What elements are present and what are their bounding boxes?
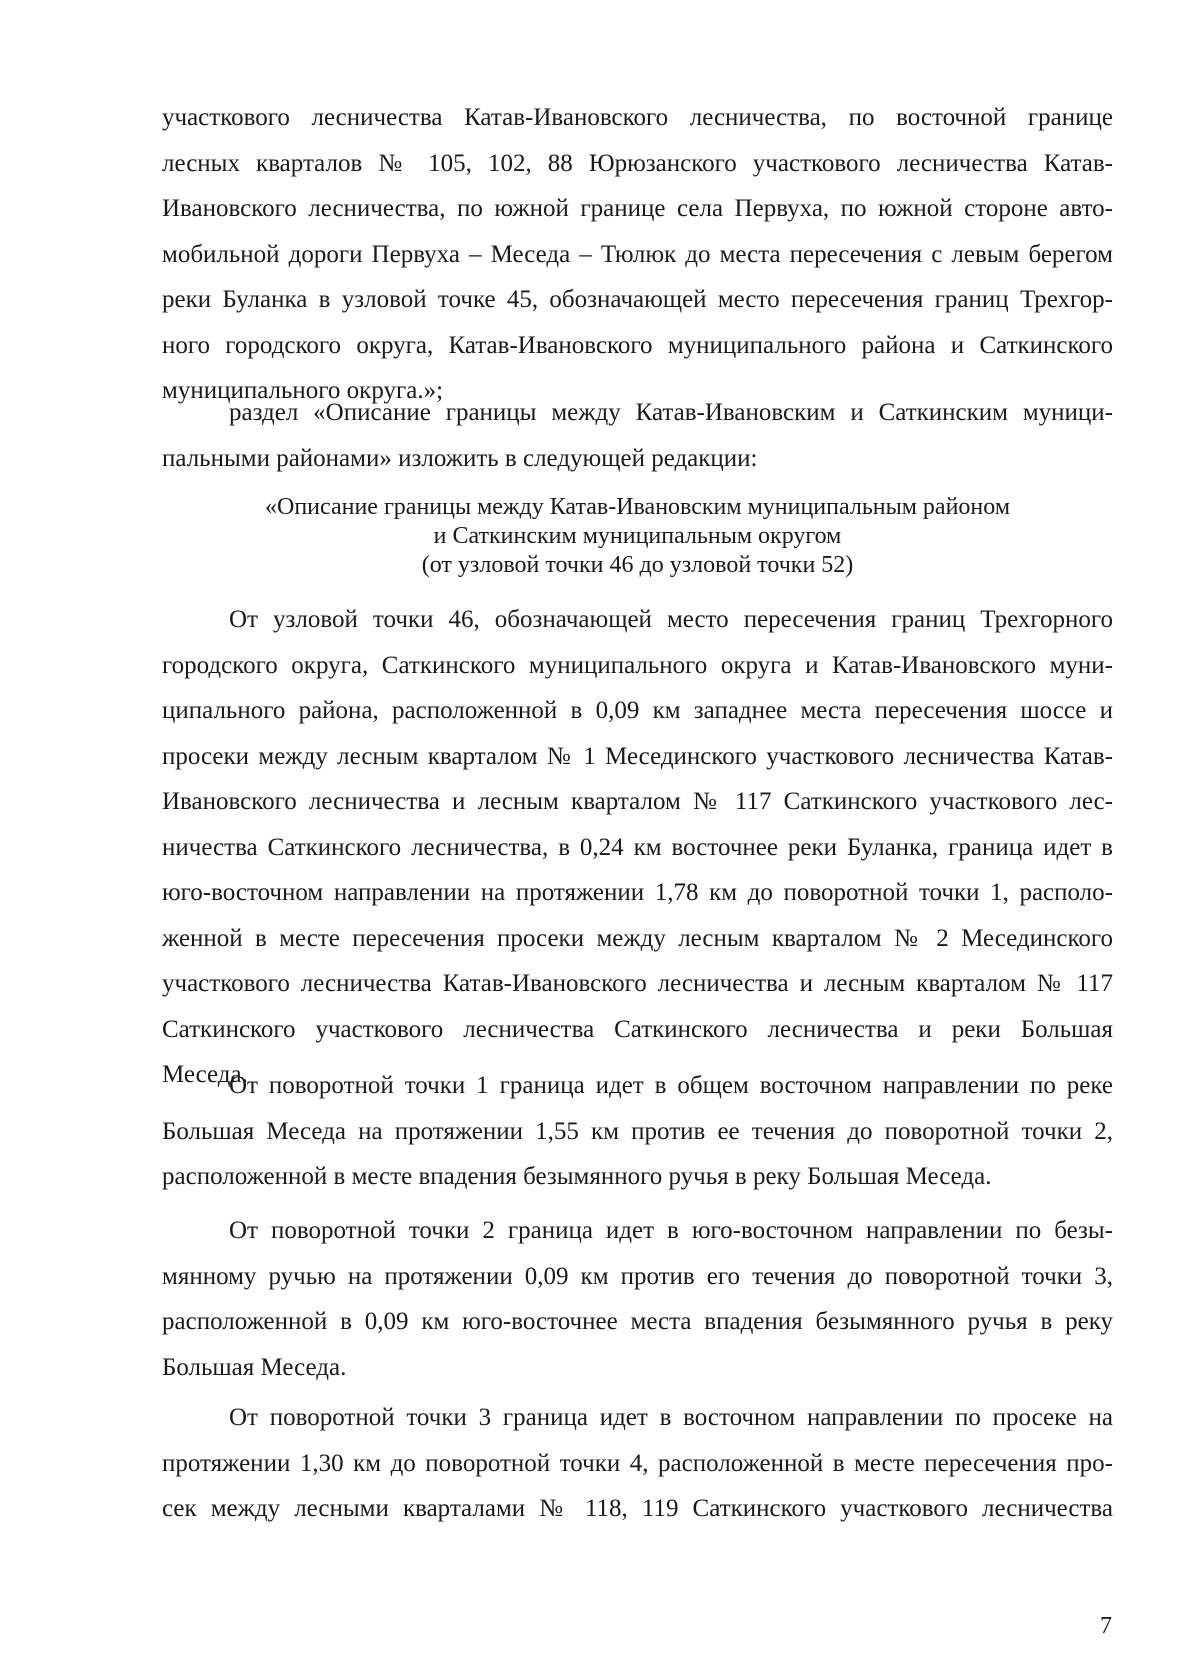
text-line: Саткинского участкового лесничества Саткинского лесничества и реки Большая [162,1015,1113,1043]
paragraph-continuation [162,95,1113,414]
text-line: Меседа. [162,1061,248,1088]
text-line: просеки между лесным кварталом № 1 Месединского участкового лесничества Катав- [162,742,1113,770]
text-line: ничества Саткинского лесничества, в 0,24 км восточнее реки Буланка, граница идет в [162,833,1113,861]
text-line: Ивановского лесничества, по южной границе села Первуха, по южной стороне авто- [162,195,1113,222]
text-line: пальными районами» изложить в следующей редакции: [162,444,758,472]
text-line: Большая Меседа на протяжении 1,55 км против ее течения до поворотной точки 2, [162,1117,1113,1145]
text-line: ципального района, расположенной в 0,09 км западнее места пересечения шоссе и [162,697,1113,724]
paragraph-amendment [162,390,1113,481]
text-line: От поворотной точки 2 граница идет в юго-восточном направлении по безы- [229,1217,1113,1244]
text-line: От поворотной точки 3 граница идет в восточном направлении по просеке на [229,1404,1113,1431]
text-line: муниципального округа.»; [162,377,444,404]
text-line: городского округа, Саткинского муниципального округа и Катав-Ивановского муни- [162,651,1113,679]
text-line: От поворотной точки 1 граница идет в общем восточном направлении по реке [229,1072,1113,1099]
text-line: женной в месте пересечения просеки между лесным кварталом № 2 Месединского [162,924,1113,952]
text-line: участкового лесничества Катав-Ивановского лесничества и лесным кварталом № 117 [162,970,1113,997]
section-heading [162,493,1113,580]
paragraph-point-3 [162,1395,1113,1532]
page-number: 7 [1100,1613,1112,1639]
paragraph-point-2 [162,1208,1113,1390]
paragraph-point-46 [162,597,1113,1098]
text-line: Большая Меседа. [162,1353,347,1381]
paragraph-point-1 [162,1063,1113,1200]
text-line: лесных кварталов № 105, 102, 88 Юрюзанского участкового лесничества Катав- [162,149,1113,177]
text-line: расположенной в месте впадения безымянного ручья в реку Большая Меседа. [162,1163,992,1190]
text-line: сек между лесными кварталами № 118, 119 Саткинского участкового лесничества [162,1495,1113,1522]
text-line: мобильной дороги Первуха – Меседа – Тюлюк до места пересечения с левым берегом [162,240,1113,268]
text-line: мянному ручью на протяжении 0,09 км против его течения до поворотной точки 3, [162,1262,1113,1290]
heading-line: «Описание границы между Катав-Ивановским муниципальным районом [264,494,1011,520]
text-line: протяжении 1,30 км до поворотной точки 4, расположенной в месте пересечения про- [162,1449,1113,1477]
text-line: раздел «Описание границы между Катав-Ивановским и Саткинским муници- [229,399,1113,426]
text-line: ного городского округа, Катав-Ивановского муниципального района и Саткинского [162,331,1113,359]
text-line: От узловой точки 46, обозначающей место пересечения границ Трехгорного [229,606,1113,633]
text-line: юго-восточном направлении на протяжении 1,78 км до поворотной точки 1, располо- [162,879,1113,906]
text-line: реки Буланка в узловой точке 45, обозначающей место пересечения границ Трехгор- [162,286,1113,313]
heading-line: и Саткинским муниципальным округом [433,523,842,549]
text-line: расположенной в 0,09 км юго-восточнее места впадения безымянного ручья в реку [162,1308,1113,1335]
heading-line: (от узловой точки 46 до узловой точки 52) [421,552,854,578]
text-line: Ивановского лесничества и лесным кварталом № 117 Саткинского участкового лес- [162,788,1113,815]
text-line: участкового лесничества Катав-Ивановского лесничества, по восточной границе [162,104,1113,131]
